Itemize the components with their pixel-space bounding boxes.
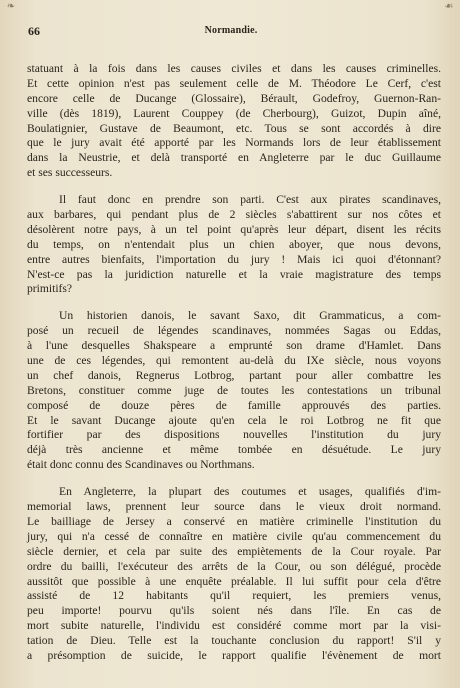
text-line: un chef danois, Regnerus Lotbrog, partant pour aller combattre les [27, 368, 441, 382]
text-line: mort subite naturelle, l'individu est considéré comme mort par la visi- [27, 619, 441, 633]
text-line: une de ces légendes, qui remontent au-delà du IXe siècle, nous voyons [27, 354, 441, 368]
text-line: composé de douze pères de famille approuvés des parties. [27, 398, 441, 412]
body-text [27, 62, 441, 664]
text-line: tation de Dieu. Telle est la touchante conclusion du rapport! S'il y [27, 634, 441, 648]
text-line: a présomption de suicide, le rapport qualifie l'évènement de mort [27, 648, 441, 662]
page-header [28, 24, 434, 40]
text-line: à l'une desquelles Shakspeare a emprunté son drame d'Hamlet. Dans [27, 339, 441, 353]
text-line: aussitôt que possible à une enquête préalable. Il lui suffit pour cela d'être [27, 574, 441, 588]
corner-ornament-left-icon: ❧ [6, 1, 16, 12]
text-line: assisté de 12 habitants qu'il requiert, les premiers venus, [27, 589, 441, 603]
text-line: était donc connu des Scandinaves ou Northmans. [27, 458, 255, 472]
paragraph-1 [27, 62, 441, 181]
text-line: ordre du bailli, l'exécuteur des arrêts de la Cour, ou son délégué, procède [27, 559, 441, 573]
paragraph-3 [27, 309, 441, 473]
text-line: du temps, on n'entendait plus un chien aboyer, que nous devons, [27, 237, 441, 251]
text-line: posé un recueil de légendes scandinaves, nommées Sagas ou Eddas, [27, 324, 441, 338]
text-line: Il faut donc en prendre son parti. C'est aux pirates scandinaves, [59, 193, 441, 207]
text-line: primitifs? [27, 282, 73, 296]
text-line: jury, qui n'a cessé de connaître en matière civile qu'au commencement du [27, 529, 441, 543]
text-line: aux barbares, qui pendant plus de 2 siècles s'abattirent sur nos côtes et [27, 208, 441, 222]
text-line: Boulatignier, Gustave de Beaumont, etc. Tous se sont accordés à dire [27, 121, 441, 135]
text-line: fortifier par des dispositions nouvelles l'institution du jury [27, 428, 441, 442]
text-line: statuant à la fois dans les causes civiles et dans les causes criminelles. [27, 62, 441, 75]
text-line: memorial laws, prennent leur source dans le vieux droit normand. [27, 500, 441, 514]
paragraph-2 [27, 193, 441, 297]
corner-ornament-right-icon: ☙ [444, 1, 454, 12]
text-line: peu importe! pourvu qu'ils soient nés dans l'île. En cas de [27, 604, 441, 618]
text-line: En Angleterre, la plupart des coutumes et usages, qualifiés d'im- [59, 485, 441, 499]
paragraph-4 [27, 485, 441, 664]
text-line: ville (dès 1819), Laurent Couppey (de Cherbourg), Guizot, Dupin aîné, [27, 106, 441, 120]
text-line: Bretons, constituer comme juge de toutes les contestations un tribunal [27, 383, 441, 397]
text-line: désolèrent notre pays, à un tel point qu'après leur départ, disent les récits [27, 222, 441, 236]
text-line: Le bailliage de Jersey a conservé en matière criminelle l'institution du [27, 514, 441, 528]
text-line: siècle dernier, et cela par suite des empiètements de la Cour royale. Par [27, 544, 441, 558]
running-title: Normandie. [204, 25, 258, 36]
text-line: entre autres bienfaits, l'importation du jury ! Mais ici quoi d'étonnant? [27, 252, 441, 266]
text-line: dans la Neustrie, et delà transporté en Angleterre par le duc Guillaume [27, 151, 441, 165]
text-line: et ses successeurs. [27, 166, 113, 180]
page-number: 66 [28, 24, 40, 38]
text-line: encore celle de Ducange (Glossaire), Bérault, Godefroy, Guernon-Ran- [27, 91, 441, 105]
text-line: déjà très ancienne et même tombée en désuétude. Le jury [27, 443, 441, 457]
text-line: Et le savant Ducange ajoute qu'en cela le roi Lotbrog ne fit que [27, 413, 441, 427]
text-line: Et cette opinion n'est pas seulement celle de M. Théodore Le Cerf, c'est [27, 76, 441, 90]
text-line: Un historien danois, le savant Saxo, dit Grammaticus, a com- [59, 309, 441, 323]
text-line: que le jury avait été apporté par les Normands lors de leur établissement [27, 136, 441, 150]
text-line: N'est-ce pas la juridiction naturelle et la vraie magistrature des temps [27, 267, 441, 281]
